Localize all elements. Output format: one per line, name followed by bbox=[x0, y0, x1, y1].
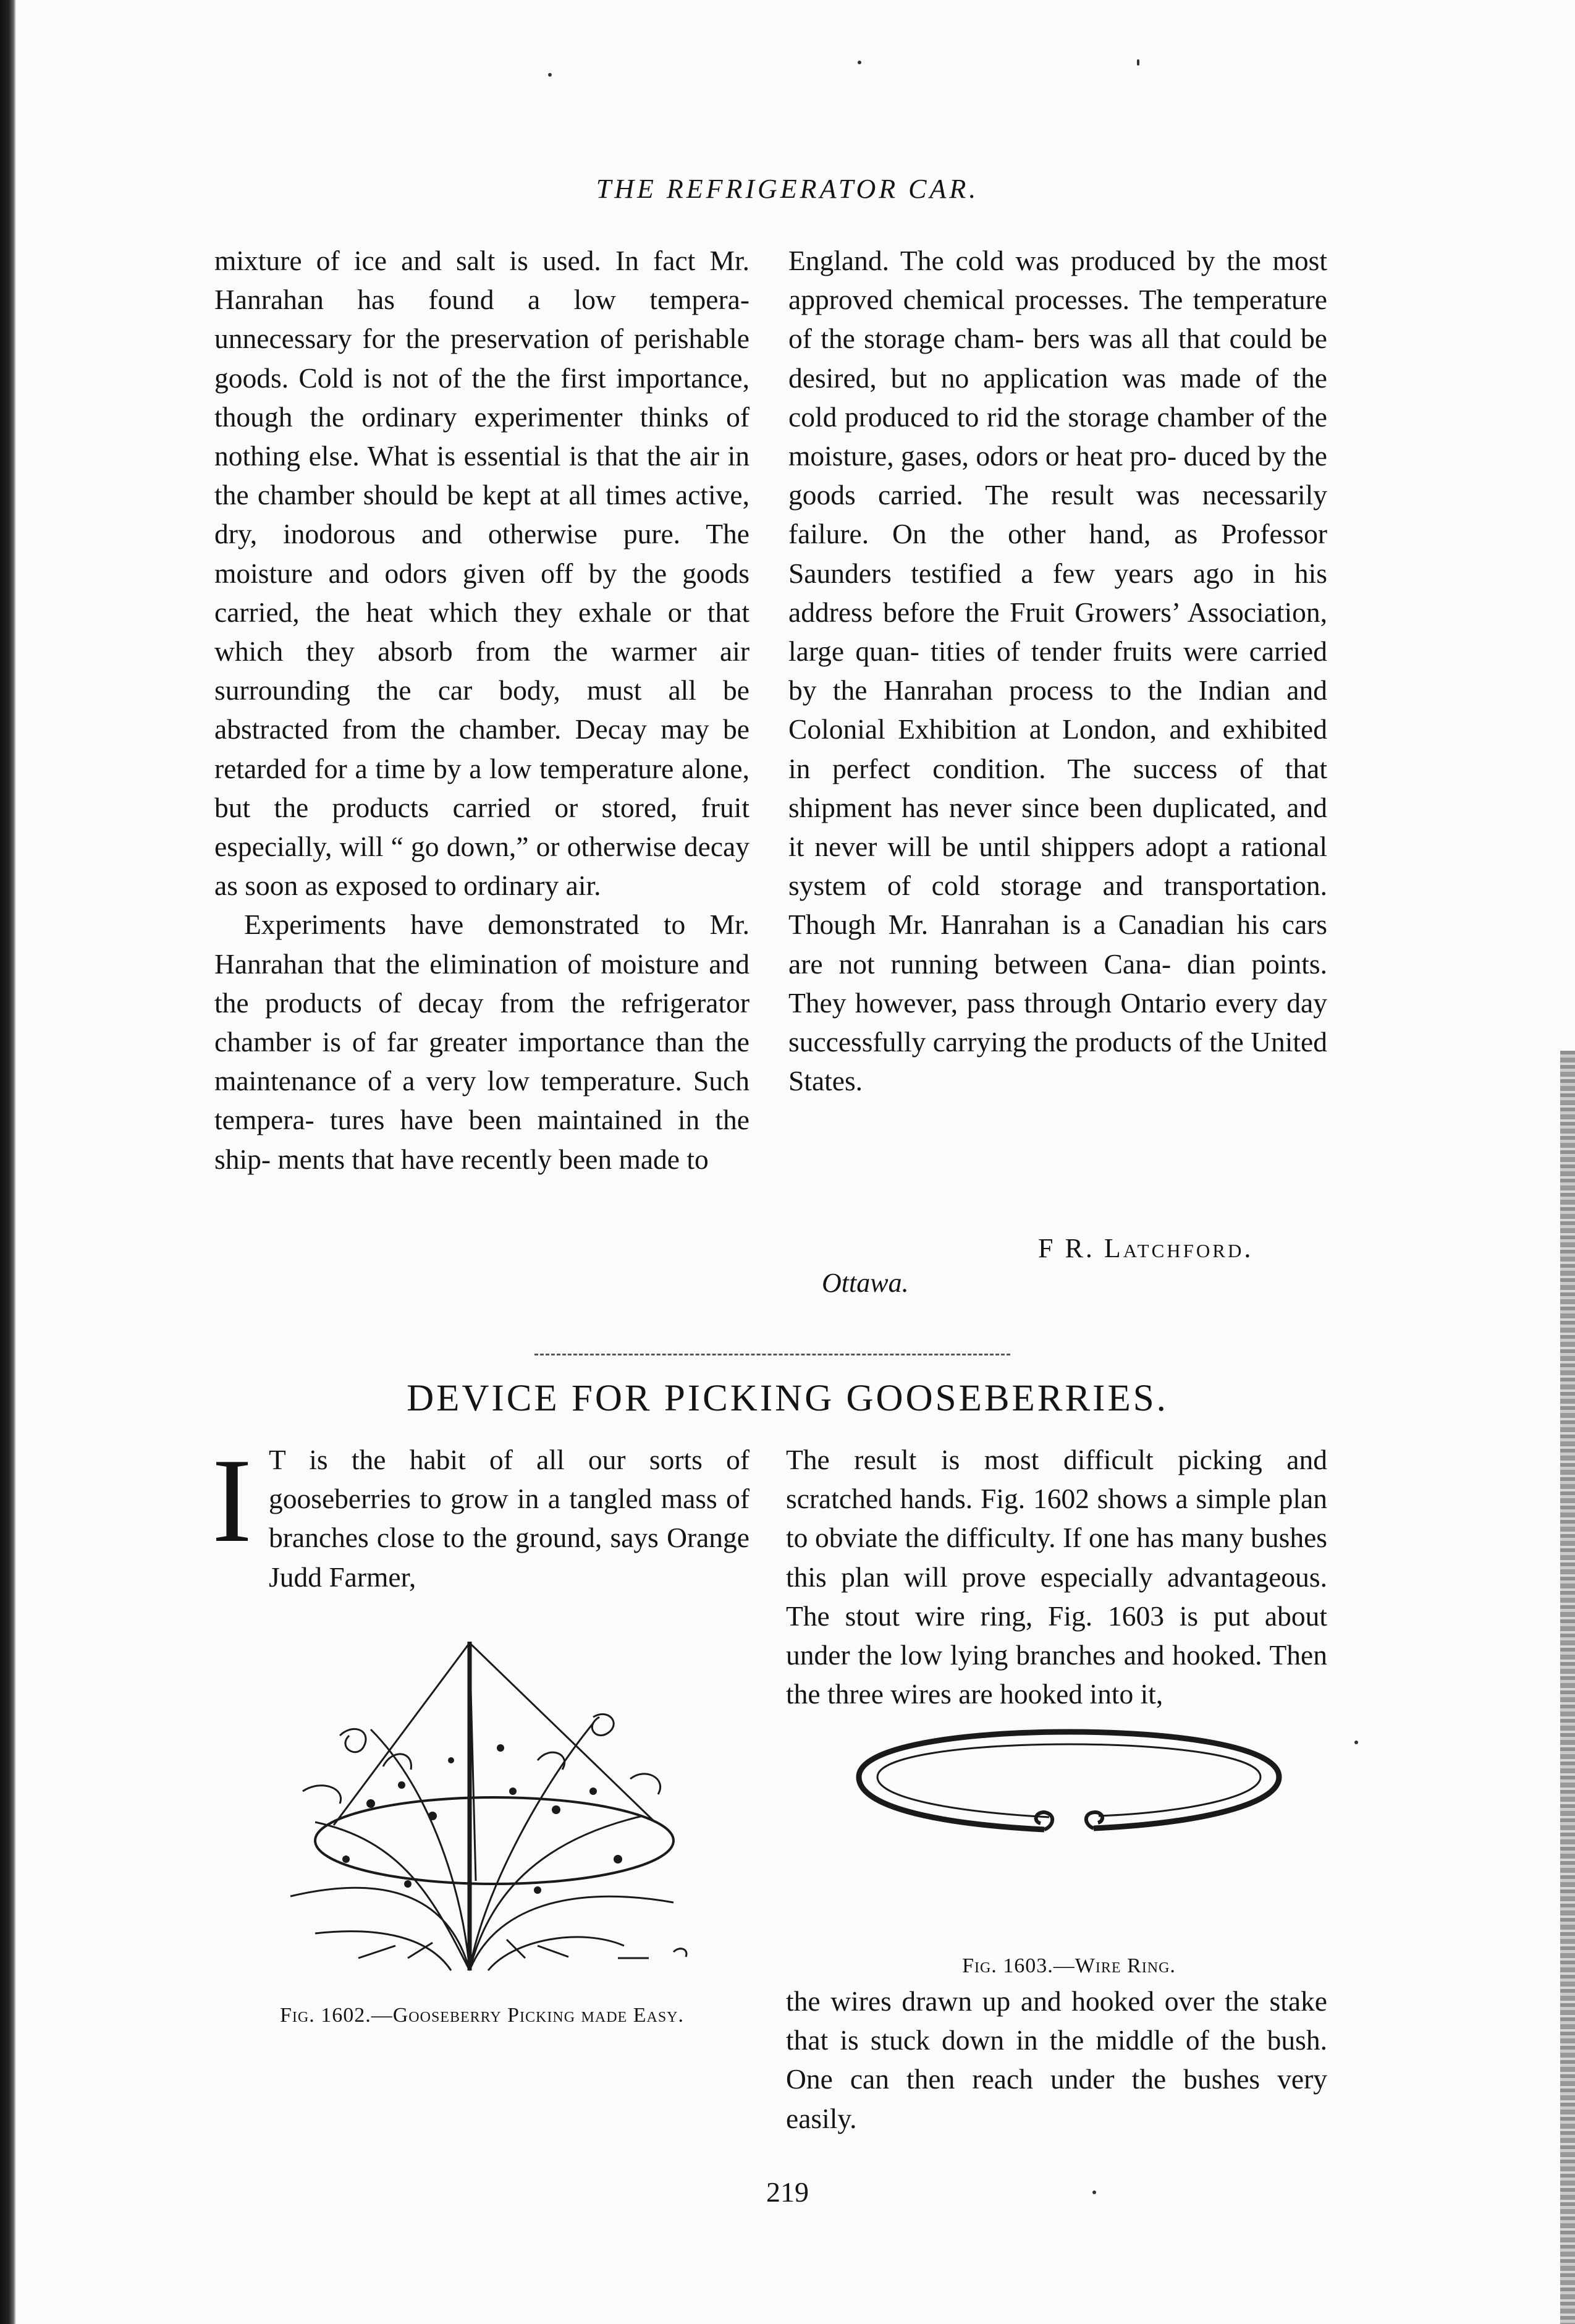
figure-1603-caption: Fig. 1603.—Wire Ring. bbox=[962, 1954, 1176, 1977]
scan-speck bbox=[858, 61, 861, 64]
figure-1602-caption: Fig. 1602.—Gooseberry Picking made Easy. bbox=[280, 2004, 684, 2027]
article1-right-column bbox=[788, 241, 1327, 1100]
article2-right-column bbox=[786, 1440, 1327, 1713]
wire-ring-illustration bbox=[853, 1724, 1285, 1842]
article1-left-paragraph-2: Experiments have demonstrated to Mr. Hanrahan that the elimination of moisture and the products of decay from the refrigerator chamber is of far greater importance than the maintenance of a very low temperature. Such tempera- tures have been maintained in the ship- ments that have recently been made to bbox=[214, 909, 749, 1175]
author-signature: F R. Latchford. bbox=[1038, 1233, 1254, 1263]
article2-right-paragraph-1: The result is most difficult picking and scratched hands. Fig. 1602 shows a simple plan to obviate the difficulty. If one has many bushes this plan will prove especially advantageous. The stout wire ring, Fig. 1603 is put about under the low lying branches and hooked. Then the three wires are hooked into it, bbox=[786, 1444, 1327, 1710]
gooseberry-bush-illustration bbox=[247, 1637, 729, 1983]
article1-left-paragraph-1: mixture of ice and salt is used. In fact Mr. Hanrahan has found a low tempera- unnecessary for the preservation of perishable goods. Cold is not of the the first importance, though the ordinary experimenter thinks of nothing else. What is essential is that the air in the chamber should be kept at all times active, dry, inodorous and otherwise pure. The moisture and odors given off by the goods carried, the heat which they exhale or that which they absorb from the warmer air surrounding the car body, must all be abstracted from the chamber. Decay may be retarded for a time by a low temperature alone, but the products carried or stored, fruit especially, will “ go down,” or otherwise decay as soon as exposed to ordinary air. bbox=[214, 245, 749, 902]
scan-speck bbox=[1137, 59, 1139, 66]
scan-edge-right bbox=[1560, 1051, 1575, 2324]
scan-edge-left bbox=[0, 0, 16, 2324]
article1-right-paragraph-1: England. The cold was produced by the most approved chemical processes. The temperature of the storage cham- bers was all that could be desired, but no application was made of the cold produced to rid the storage chamber of the moisture, gases, odors or heat pro- duced by the goods carried. The result was necessarily failure. On the other hand, as Professor Saunders testified a few years ago in his address before the Fruit Growers’ Association, large quan- tities of tender fruits were carried by the Hanrahan process to the Indian and Colonial Exhibition at London, and exhibited in perfect condition. The success of that shipment has never since been duplicated, and it never will be until shippers adopt a rational system of cold storage and transportation. Though Mr. Hanrahan is a Canadian his cars are not running between Cana- dian points. They however, pass through Ontario every day successfully carrying the products of the United States. bbox=[788, 245, 1327, 1097]
article-title: DEVICE FOR PICKING GOOSEBERRIES. bbox=[407, 1378, 1168, 1419]
page-number: 219 bbox=[766, 2176, 809, 2208]
author-place: Ottawa. bbox=[822, 1268, 909, 1298]
article1-left-column bbox=[214, 241, 749, 1179]
section-divider bbox=[534, 1354, 1010, 1355]
running-head: THE REFRIGERATOR CAR. bbox=[596, 174, 979, 204]
article2-right-paragraph-2: the wires drawn up and hooked over the stake that is stuck down in the middle of the bush. One can then reach under the bushes very easily. bbox=[786, 1985, 1327, 2134]
scan-speck bbox=[548, 73, 552, 77]
article2-intro-paragraph: T is the habit of all our sorts of gooseberries to grow in a tangled mass of branches close to the ground, says Orange Judd Farmer, bbox=[269, 1444, 749, 1593]
scan-speck bbox=[1354, 1741, 1358, 1744]
article2-right-column-continued bbox=[786, 1982, 1327, 2138]
drop-cap: I bbox=[212, 1434, 252, 1567]
article2-intro bbox=[269, 1440, 749, 1597]
